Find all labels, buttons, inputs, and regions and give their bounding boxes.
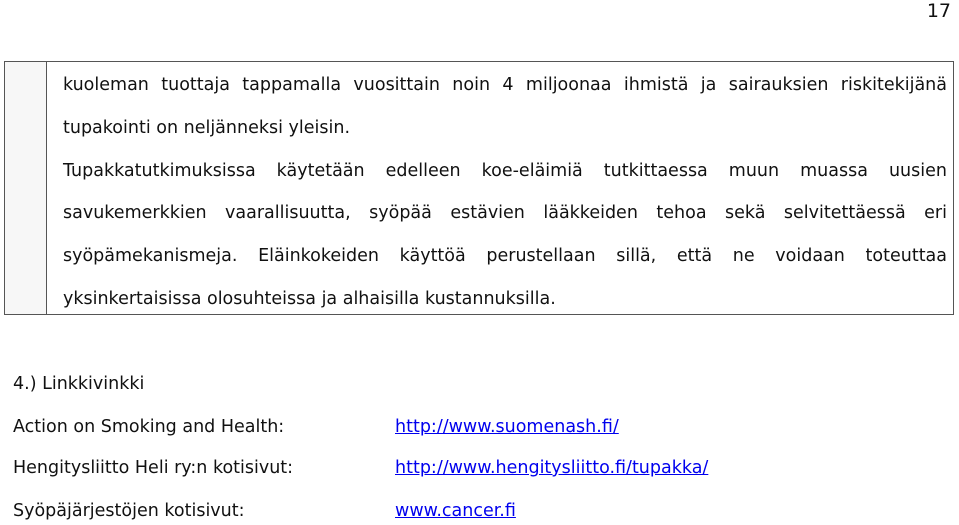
quote-paragraph-2: Tupakkatutkimuksissa käytetään edelleen koe-eläimiä tutkittaessa muun muassa uusien savukemerkkien vaarallisuutta, syöpää estävien lääkkeiden tehoa sekä selvitettäessä eri syöpämekanismeja. Eläinkokeiden käyttöä perustellaan sillä, että ne voidaan toteuttaa yksinkertaisissa olosuhteissa ja alhaisilla kustannuksilla. [63,160,947,309]
link-row [13,456,953,480]
link-url[interactable]: www.cancer.fi [395,501,516,521]
quote-text [63,64,947,321]
link-label: Hengitysliitto Heli ry:n kotisivut: [13,458,294,478]
quote-paragraph-1: kuoleman tuottaja tappamalla vuosittain noin 4 miljoonaa ihmistä ja sairauksien riskitekijänä tupakointi on neljänneksi yleisin. [63,75,947,138]
link-row [13,415,953,439]
links-heading: 4.) Linkkivinkki [13,374,145,394]
quote-box [4,61,954,315]
link-label: Action on Smoking and Health: [13,417,285,437]
page-number: 17 [926,0,951,22]
link-row [13,499,953,523]
link-url[interactable]: http://www.suomenash.fi/ [395,417,619,437]
link-label: Syöpäjärjestöjen kotisivut: [13,501,245,521]
quote-gutter [5,62,47,314]
link-url[interactable]: http://www.hengitysliitto.fi/tupakka/ [395,458,709,478]
